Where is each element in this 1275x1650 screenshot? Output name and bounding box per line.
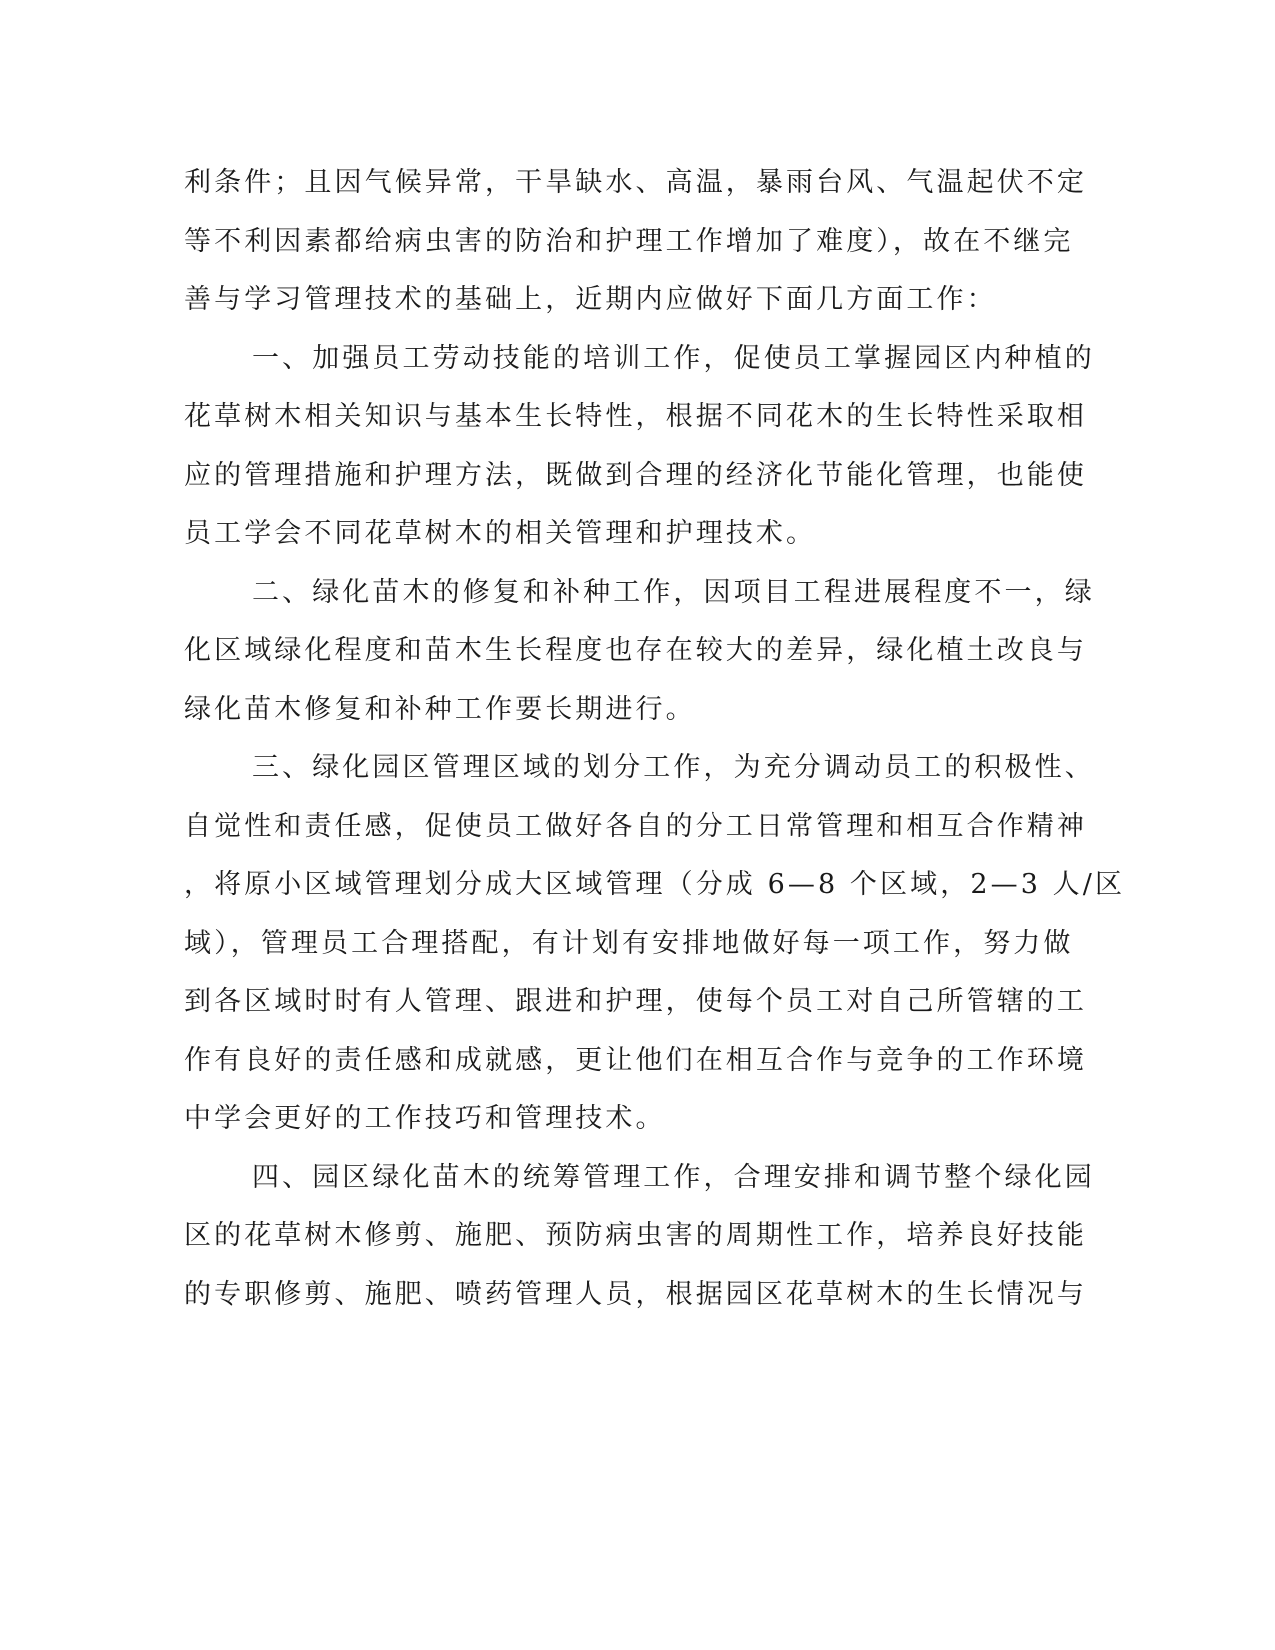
text-line: 等不利因素都给病虫害的防治和护理工作增加了难度），故在不继完	[184, 225, 1074, 257]
text-line: 到各区域时时有人管理、跟进和护理，使每个员工对自己所管辖的工	[184, 986, 1087, 1017]
paragraph-first-line: 一、加强员工劳动技能的培训工作，促使员工掌握园区内种植的	[252, 342, 1095, 374]
text-line: 区的花草树木修剪、施肥、预防病虫害的周期性工作，培养良好技能	[184, 1220, 1087, 1251]
paragraph-first-line: 四、园区绿化苗木的统筹管理工作，合理安排和调节整个绿化园	[252, 1161, 1095, 1193]
paragraph-first-line: 二、绿化苗木的修复和补种工作，因项目工程进展程度不一，绿	[252, 576, 1095, 608]
text-line: 绿化苗木修复和补种工作要长期进行。	[184, 693, 696, 725]
text-line: 中学会更好的工作技巧和管理技术。	[184, 1103, 666, 1134]
text-line: 应的管理措施和护理方法，既做到合理的经济化节能化管理，也能使	[184, 459, 1087, 491]
paragraph-first-line: 三、绿化园区管理区域的划分工作，为充分调动员工的积极性、	[252, 752, 1095, 783]
text-line: 员工学会不同花草树木的相关管理和护理技术。	[184, 518, 817, 549]
text-line: ，将原小区域管理划分成大区域管理（分成 6—8 个区域，2—3 人/区	[184, 869, 1126, 900]
text-line: 花草树木相关知识与基本生长特性，根据不同花木的生长特性采取相	[184, 401, 1087, 432]
text-line: 利条件；且因气候异常，干旱缺水、高温，暴雨台风、气温起伏不定	[184, 167, 1087, 198]
text-line: 域），管理员工合理搭配，有计划有安排地做好每一项工作，努力做	[184, 927, 1074, 959]
document-body	[184, 154, 1126, 1324]
text-line: 作有良好的责任感和成就感，更让他们在相互合作与竞争的工作环境	[184, 1044, 1087, 1076]
text-line: 的专职修剪、施肥、喷药管理人员，根据园区花草树木的生长情况与	[184, 1278, 1087, 1310]
text-line: 自觉性和责任感，促使员工做好各自的分工日常管理和相互合作精神	[184, 810, 1087, 842]
text-line: 善与学习管理技术的基础上，近期内应做好下面几方面工作：	[184, 284, 997, 315]
text-line: 化区域绿化程度和苗木生长程度也存在较大的差异，绿化植土改良与	[184, 635, 1087, 666]
